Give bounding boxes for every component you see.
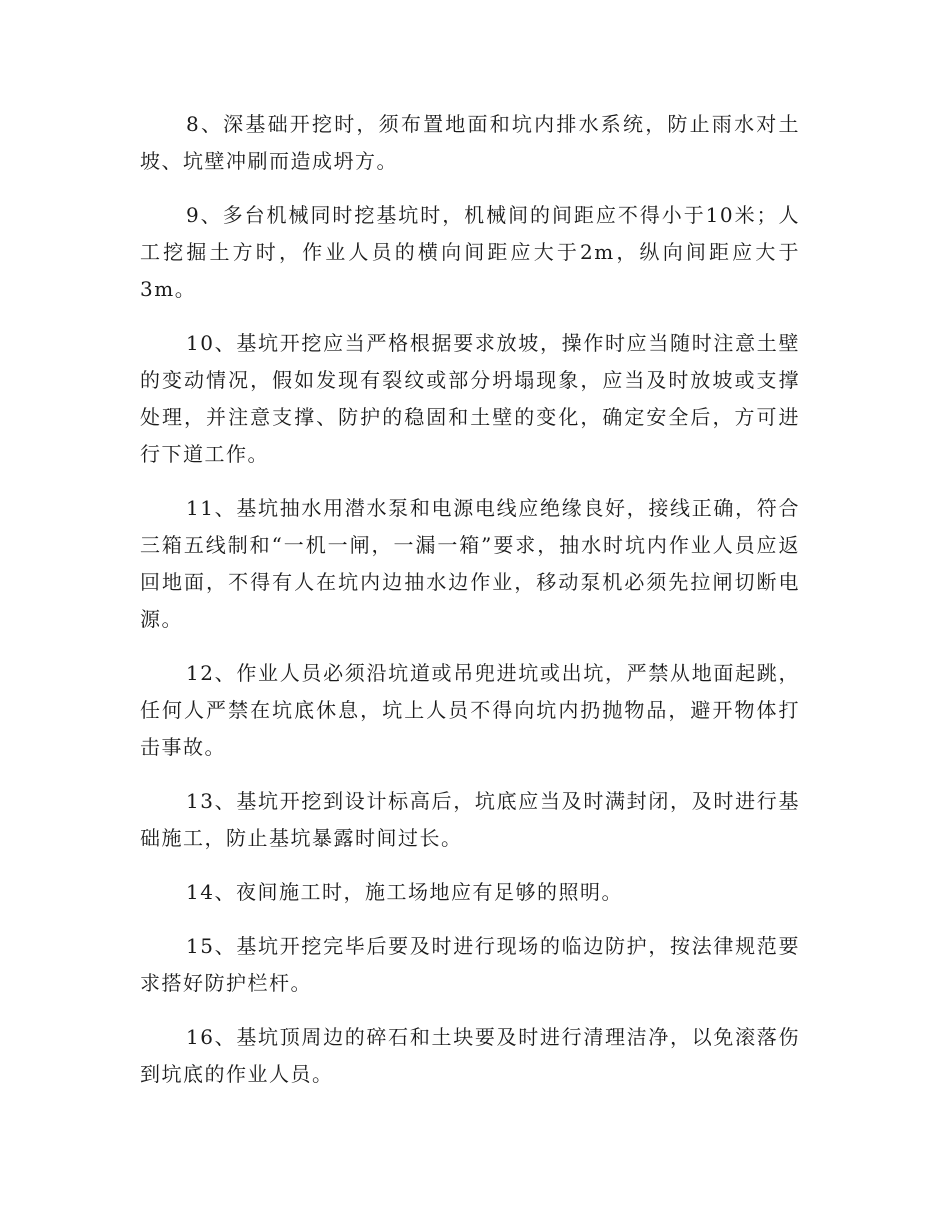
document-body (140, 106, 800, 1110)
paragraph-item-9: 9、多台机械同时挖基坑时，机械间的间距应不得小于10米；人工挖掘土方时，作业人员的横向间距应大于2m，纵向间距应大于3m。 (140, 203, 800, 301)
paragraph-item-14: 14、夜间施工时，施工场地应有足够的照明。 (186, 880, 623, 904)
paragraph-item-10: 10、基坑开挖应当严格根据要求放坡，操作时应当随时注意土壁的变动情况，假如发现有裂纹或部分坍塌现象，应当及时放坡或支撑处理，并注意支撑、防护的稳固和土壁的变化，确定安全后，方可进行下道工作。 (140, 331, 800, 466)
paragraph-item-12: 12、作业人员必须沿坑道或吊兜进坑或出坑，严禁从地面起跳，任何人严禁在坑底休息，坑上人员不得向坑内扔抛物品，避开物体打击事故。 (140, 661, 800, 759)
paragraph-item-15: 15、基坑开挖完毕后要及时进行现场的临边防护，按法律规范要求搭好防护栏杆。 (140, 934, 800, 995)
paragraph-item-11: 11、基坑抽水用潜水泵和电源电线应绝缘良好，接线正确，符合三箱五线制和“一机一闸，一漏一箱”要求，抽水时坑内作业人员应返回地面，不得有人在坑内边抽水边作业，移动泵机必须先拉闸切断电源。 (140, 496, 800, 631)
paragraph-item-16: 16、基坑顶周边的碎石和土块要及时进行清理洁净，以免滚落伤到坑底的作业人员。 (140, 1025, 800, 1086)
paragraph-item-13: 13、基坑开挖到设计标高后，坑底应当及时满封闭，及时进行基础施工，防止基坑暴露时间过长。 (140, 789, 800, 850)
paragraph-item-8: 8、深基础开挖时，须布置地面和坑内排水系统，防止雨水对土坡、坑壁冲刷而造成坍方。 (140, 112, 800, 173)
